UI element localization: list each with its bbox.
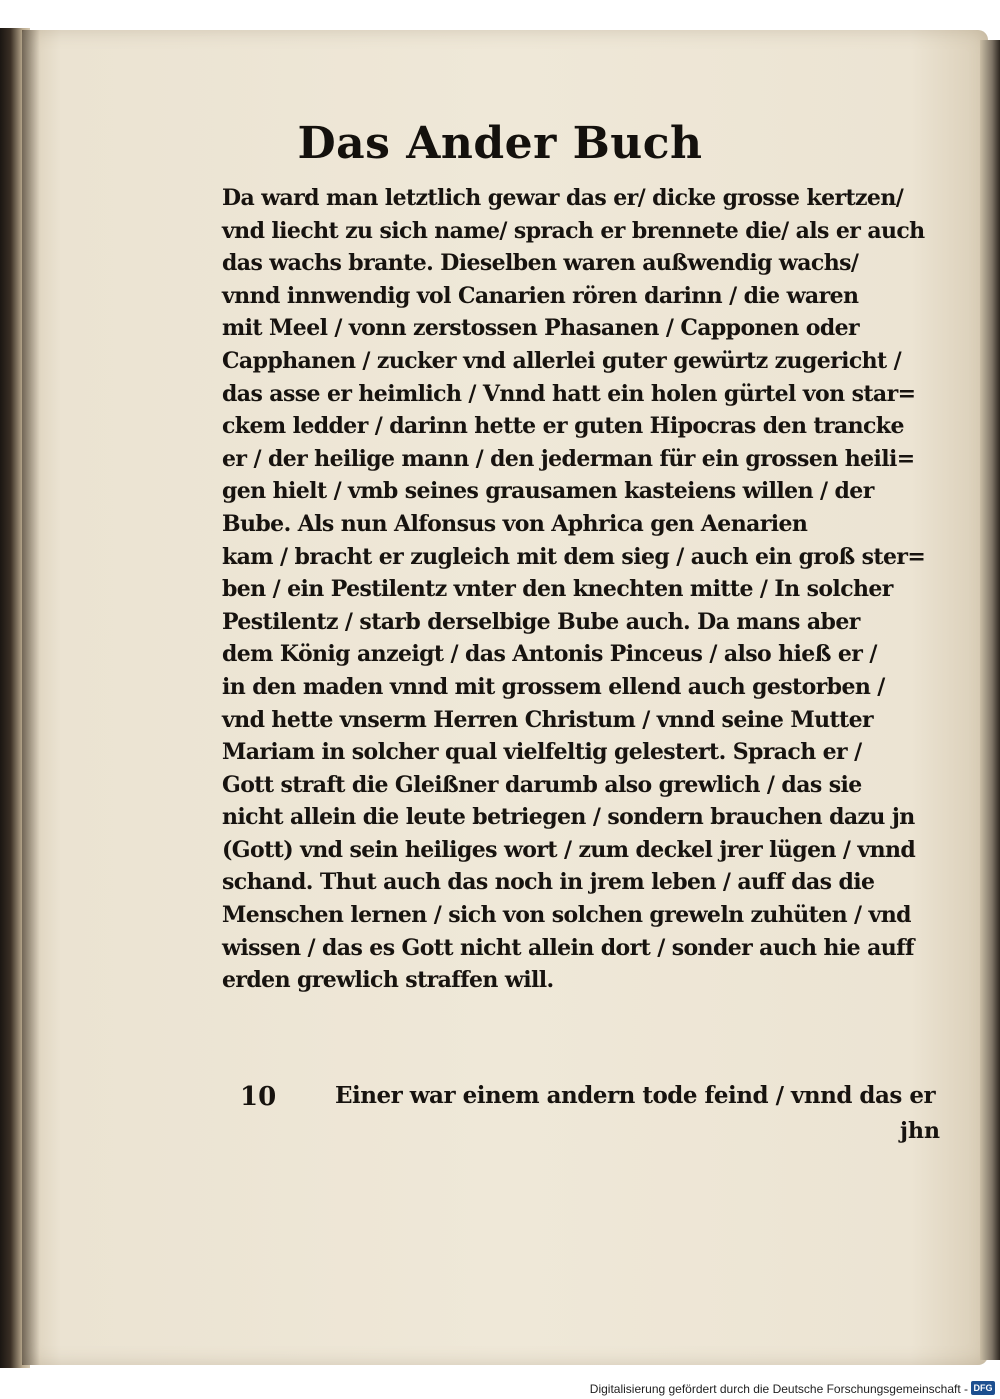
text-line: das wachs brante. Dieselben waren außwendig wachs/	[222, 250, 859, 277]
running-header: Das Ander Buch	[297, 118, 703, 169]
text-line: Mariam in solcher qual vielfeltig gelestert. Sprach er /	[222, 739, 862, 766]
text-line: dem König anzeigt / das Antonis Pinceus / also hieß er /	[222, 641, 877, 668]
text-line: gen hielt / vmb seines grausamen kasteiens willen / der	[222, 478, 874, 505]
text-line: Da ward man letztlich gewar das er/ dicke grosse kertzen/	[222, 185, 904, 211]
text-line: Gott straft die Gleißner darumb also grewlich / das sie	[222, 771, 862, 798]
text-line: Pestilentz / starb derselbige Bube auch. Da mans aber	[222, 608, 860, 635]
text-line: vnd hette vnserm Herren Christum / vnnd seine Mutter	[222, 706, 873, 733]
text-line: wissen / das es Gott nicht allein dort / sonder auch hie auff	[222, 934, 914, 961]
text-line: Menschen lernen / sich von solchen greweln zuhüten / vnd	[222, 902, 911, 929]
text-line: nicht allein die leute betriegen / sondern brauchen dazu jn	[222, 804, 915, 831]
text-line: schand. Thut auch das noch in jrem leben / auff das die	[222, 869, 875, 896]
text-line: ckem ledder / darinn hette er guten Hipocras den trancke	[222, 413, 904, 440]
text-line: das asse er heimlich / Vnnd hatt ein holen gürtel von star=	[222, 380, 916, 407]
text-line: in den maden vnnd mit grossem ellend auch gestorben /	[222, 673, 885, 700]
text-line: vnnd innwendig vol Canarien rören darinn / die waren	[222, 282, 859, 309]
section-number: 10	[240, 1082, 277, 1112]
text-line: Bube. Als nun Alfonsus von Aphrica gen Aenarien	[222, 510, 808, 537]
text-line: kam / bracht er zugleich mit dem sieg / auch ein groß ster=	[222, 543, 926, 570]
page-edge-right	[980, 40, 1000, 1360]
text-line: erden grewlich straffen will.	[222, 967, 554, 994]
text-line: Capphanen / zucker vnd allerlei guter gewürtz zugericht /	[222, 347, 902, 374]
funding-credit: Digitalisierung gefördert durch die Deutsche Forschungsgemeinschaft -	[589, 1382, 968, 1396]
gutter-shadow	[22, 30, 40, 1365]
dfg-logo: DFG	[971, 1381, 995, 1395]
body-text	[222, 182, 962, 997]
text-line: (Gott) vnd sein heiliges wort / zum deckel jrer lügen / vnnd	[222, 836, 916, 863]
text-line: er / der heilige mann / den jederman für ein grossen heili=	[222, 445, 915, 472]
next-paragraph-first-line: Einer war einem andern tode feind / vnnd das er	[335, 1082, 936, 1109]
text-line: vnd liecht zu sich name/ sprach er brennete die/ als er auch	[222, 217, 925, 244]
text-line: ben / ein Pestilentz vnter den knechten mitte / In solcher	[222, 576, 893, 603]
text-line: mit Meel / vonn zerstossen Phasanen / Capponen oder	[222, 315, 860, 342]
catchword: jhn	[900, 1118, 940, 1144]
